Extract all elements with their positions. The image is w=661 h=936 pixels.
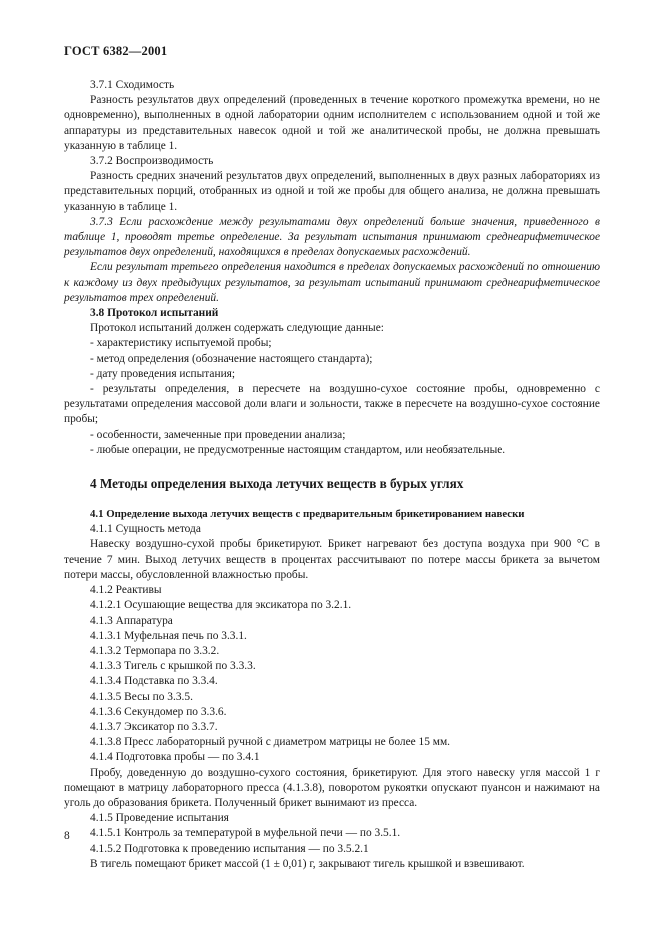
list-item: 4.1.3.3 Тигель с крышкой по 3.3.3.	[90, 660, 256, 673]
protocol-list	[64, 336, 600, 458]
list-item: - метод определения (обозначение настоящего стандарта);	[90, 352, 373, 365]
list-item: 4.1.5.1 Контроль за температурой в муфельной печи — по 3.5.1.	[90, 827, 401, 840]
section-4-1-4-text: Пробу, доведенную до воздушно-сухого состояния, брикетируют. Для этого навеску угля массой 1 г помещают в матрицу лабораторного пресса (4.1.3.8), поворотом рукоятки опускают пуансон и нажимают на уголь до образования брикета. Полученный брикет вынимают из пресса.	[64, 766, 600, 809]
section-4-title: 4 Методы определения выхода летучих веществ в бурых углях	[90, 476, 464, 492]
section-3-7-2-title: 3.7.2 Воспроизводимость	[90, 155, 214, 168]
list-item: 4.1.3.6 Секундомер по 3.3.6.	[90, 705, 227, 718]
section-3-7-2-text: Разность средних значений результатов двух определений, выполненных в двух разных лабораториях из представительных порций, отобранных из одной и той же пробы для общего анализа, не должна превышать указанную в таблице 1.	[64, 170, 600, 213]
document-body	[64, 78, 600, 872]
section-3-7-1-title: 3.7.1 Сходимость	[90, 79, 175, 91]
list-item: - любые операции, не предусмотренные настоящим стандартом, или необязательные.	[90, 443, 506, 456]
list-item: 4.1.2 Реактивы	[90, 584, 162, 597]
section-3-7-3-text-2: Если результат третьего определения находится в пределах допускаемых расхождений по отношению к каждому из двух предыдущих результатов, за результат испытаний принимают среднеарифметическое результатов трех определений.	[64, 261, 600, 304]
page-number: 8	[64, 830, 70, 842]
list-item: - характеристику испытуемой пробы;	[90, 337, 272, 350]
section-4-1-title: 4.1 Определение выхода летучих веществ с предварительным брикетированием навески	[90, 508, 525, 521]
list-item: 4.1.5 Проведение испытания	[90, 812, 229, 825]
list-item: 4.1.3.7 Эксикатор по 3.3.7.	[90, 720, 218, 733]
list-item: 4.1.3 Аппаратура	[90, 614, 173, 627]
section-4-1-1-title: 4.1.1 Сущность метода	[90, 523, 201, 536]
procedure-list	[64, 811, 600, 857]
apparatus-list	[64, 583, 600, 765]
list-item: 4.1.5.2 Подготовка к проведению испытания — по 3.5.2.1	[90, 842, 369, 855]
list-item: 4.1.3.8 Пресс лабораторный ручной с диаметром матрицы не более 15 мм.	[90, 736, 451, 749]
document-header: ГОСТ 6382—2001	[64, 44, 168, 58]
section-3-8-title: 3.8 Протокол испытаний	[90, 307, 219, 320]
section-4-1-1-text: Навеску воздушно-сухой пробы брикетируют. Брикет нагревают без доступа воздуха при 900 °С в течение 7 мин. Выход летучих веществ в процентах рассчитывают по потере массы брикета за вычетом потери массы, обусловленной влажностью пробы.	[64, 538, 600, 581]
list-item: 4.1.3.2 Термопара по 3.3.2.	[90, 644, 220, 657]
list-item: 4.1.4 Подготовка пробы — по 3.4.1	[90, 751, 260, 764]
section-3-7-3-text: 3.7.3 Если расхождение между результатами двух определений больше значения, приведенного в таблице 1, проводят третье определение. За результат испытания принимают среднеарифметическое результатов двух определений, находящихся в пределах допускаемых расхождений.	[64, 215, 600, 259]
list-item: - особенности, замеченные при проведении анализа;	[90, 428, 346, 441]
list-item: - результаты определения, в пересчете на воздушно-сухое состояние пробы, одновременно с результатами определения массовой доли влаги и зольности, также в пересчете на воздушно-сухое состояние пробы;	[64, 383, 600, 426]
section-3-7-1-text: Разность результатов двух определений (проведенных в течение короткого промежутка времени, но не одновременно), выполненных в одной лаборатории одним исполнителем с использованием одной и той же аппаратуры из представительных навесок одной и той же аналитической пробы, не должна превышать указанную в таблице 1.	[64, 94, 600, 152]
list-item: 4.1.3.4 Подставка по 3.3.4.	[90, 675, 218, 688]
list-item: - дату проведения испытания;	[90, 367, 236, 380]
list-item: 4.1.2.1 Осушающие вещества для эксикатора по 3.2.1.	[90, 599, 352, 612]
list-item: 4.1.3.5 Весы по 3.3.5.	[90, 690, 193, 703]
list-item: 4.1.3.1 Муфельная печь по 3.3.1.	[90, 629, 247, 642]
section-3-8-intro: Протокол испытаний должен содержать следующие данные:	[90, 322, 384, 335]
section-4-1-5-text: В тигель помещают брикет массой (1 ± 0,01) г, закрывают тигель крышкой и взвешивают.	[90, 857, 525, 870]
